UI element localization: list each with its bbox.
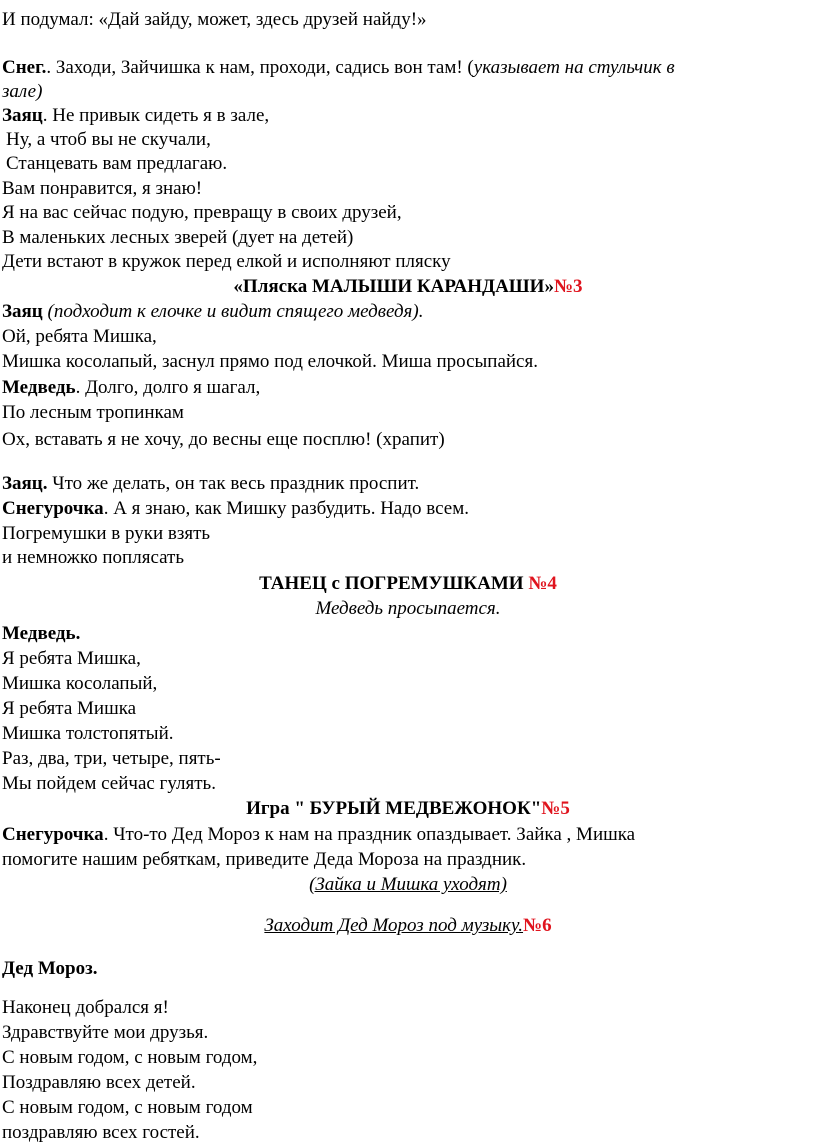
- line-text: Я на вас сейчас подую, превращу в своих друзей,: [2, 202, 402, 223]
- dialogue-line: [2, 104, 269, 128]
- speaker-name: Снег.: [2, 57, 47, 78]
- text-line: [6, 152, 227, 176]
- speaker-name: Дед Мороз.: [2, 958, 98, 979]
- dialogue-line: [2, 300, 423, 324]
- text-line: [2, 250, 451, 274]
- dialogue-line: [2, 472, 419, 496]
- line-text: По лесным тропинкам: [2, 402, 184, 423]
- dialogue-line: [2, 56, 675, 80]
- dialogue-line: [2, 957, 97, 981]
- line-text: С новым годом, с новым годом: [2, 1097, 253, 1118]
- text-line: [2, 647, 141, 671]
- line-text: С новым годом, с новым годом,: [2, 1047, 258, 1068]
- text-line: [2, 747, 221, 771]
- text-line: [2, 996, 169, 1020]
- heading-number: №5: [541, 798, 570, 819]
- dialogue-line: [2, 497, 469, 521]
- line-text: Погремушки в руки взять: [2, 523, 211, 544]
- line-text: И подумал: «Дай зайду, может, здесь друзей найду!»: [2, 9, 427, 30]
- line-text: Раз, два, три, четыре, пять-: [2, 748, 221, 769]
- stage-direction-line: [0, 597, 816, 621]
- line-text: . Что-то Дед Мороз к нам на праздник опаздывает. Зайка , Мишка: [103, 824, 636, 845]
- stage-direction-line: [0, 873, 816, 897]
- text-line: [2, 1096, 253, 1120]
- dialogue-line: [2, 622, 80, 646]
- line-text: Мишка косолапый, заснул прямо под елочкой. Миша просыпайся.: [2, 351, 538, 372]
- text-line: [2, 8, 427, 32]
- section-heading: [0, 275, 816, 299]
- text-line: [2, 848, 526, 872]
- stage-direction-line: [2, 80, 42, 104]
- line-text: Что же делать, он так весь праздник проспит.: [47, 473, 420, 494]
- line-text: . Не привык сидеть я в зале,: [42, 105, 270, 126]
- line-text: Ох, вставать я не хочу, до весны еще посплю! (храпит): [2, 429, 445, 450]
- heading-title: «Пляска МАЛЫШИ КАРАНДАШИ»: [233, 276, 554, 297]
- text-line: [2, 1121, 200, 1145]
- line-text: Ой, ребята Мишка,: [2, 326, 157, 347]
- text-line: [2, 546, 184, 570]
- speaker-name: Снегурочка: [2, 498, 104, 519]
- text-line: [2, 1046, 257, 1070]
- line-text: Дети встают в кружок перед елкой и исполняют пляску: [2, 251, 451, 272]
- line-text: Наконец добрался я!: [2, 997, 169, 1018]
- heading-number: №3: [553, 276, 583, 297]
- heading-title: ТАНЕЦ с ПОГРЕМУШКАМИ: [259, 573, 529, 594]
- line-text: Вам понравится, я знаю!: [2, 178, 203, 199]
- text-line: [2, 697, 136, 721]
- stage-direction: Медведь просыпается.: [315, 598, 501, 619]
- line-text: Здравствуйте мои друзья.: [2, 1022, 209, 1043]
- stage-direction: зале): [2, 81, 43, 102]
- heading-title: Заходит Дед Мороз под музыку.: [264, 915, 524, 936]
- line-text: поздравляю всех гостей.: [2, 1122, 200, 1143]
- text-line: [2, 201, 402, 225]
- line-text: Я ребята Мишка,: [2, 648, 141, 669]
- line-text: Мы пойдем сейчас гулять.: [2, 773, 216, 794]
- section-heading: [0, 914, 816, 938]
- text-line: [2, 1071, 196, 1095]
- dialogue-line: [2, 376, 260, 400]
- speaker-name: Заяц: [2, 301, 43, 322]
- text-line: [2, 722, 173, 746]
- line-text: Мишка косолапый,: [2, 673, 158, 694]
- speaker-name: Заяц.: [2, 473, 48, 494]
- line-text: Поздравляю всех детей.: [2, 1072, 196, 1093]
- heading-title: Игра " БУРЫЙ МЕДВЕЖОНОК": [246, 798, 542, 819]
- line-text: Ну, а чтоб вы не скучали,: [6, 129, 211, 150]
- line-text: помогите нашим ребяткам, приведите Деда Мороза на праздник.: [2, 849, 527, 870]
- line-text: Я ребята Мишка: [2, 698, 137, 719]
- heading-number: №6: [523, 915, 552, 936]
- speaker-name: Снегурочка: [2, 824, 104, 845]
- text-line: [2, 325, 157, 349]
- line-text: В маленьких лесных зверей (дует на детей): [2, 227, 354, 248]
- heading-number: №4: [528, 573, 557, 594]
- line-text: . А я знаю, как Мишку разбудить. Надо всем.: [103, 498, 470, 519]
- text-line: [2, 522, 210, 546]
- section-heading: [0, 797, 816, 821]
- text-line: [2, 1021, 208, 1045]
- text-line: [2, 428, 445, 452]
- speaker-name: Заяц: [2, 105, 43, 126]
- text-line: [2, 177, 202, 201]
- line-text: Станцевать вам предлагаю.: [6, 153, 228, 174]
- stage-direction: (Зайка и Мишка уходят): [309, 874, 507, 895]
- line-text: . Заходи, Зайчишка к нам, проходи, садись вон там! (: [46, 57, 474, 78]
- speaker-name: Медведь: [2, 377, 76, 398]
- text-line: [2, 672, 157, 696]
- text-line: [2, 401, 184, 425]
- dialogue-line: [2, 823, 635, 847]
- section-heading: [0, 572, 816, 596]
- line-text: Мишка толстопятый.: [2, 723, 174, 744]
- stage-direction: (подходит к елочке и видит спящего медведя).: [42, 301, 424, 322]
- speaker-name: Медведь.: [2, 623, 81, 644]
- stage-direction: указывает на стульчик в: [473, 57, 675, 78]
- text-line: [6, 128, 211, 152]
- line-text: . Долго, долго я шагал,: [75, 377, 261, 398]
- line-text: и немножко поплясать: [2, 547, 185, 568]
- text-line: [2, 226, 353, 250]
- text-line: [2, 772, 216, 796]
- text-line: [2, 350, 538, 374]
